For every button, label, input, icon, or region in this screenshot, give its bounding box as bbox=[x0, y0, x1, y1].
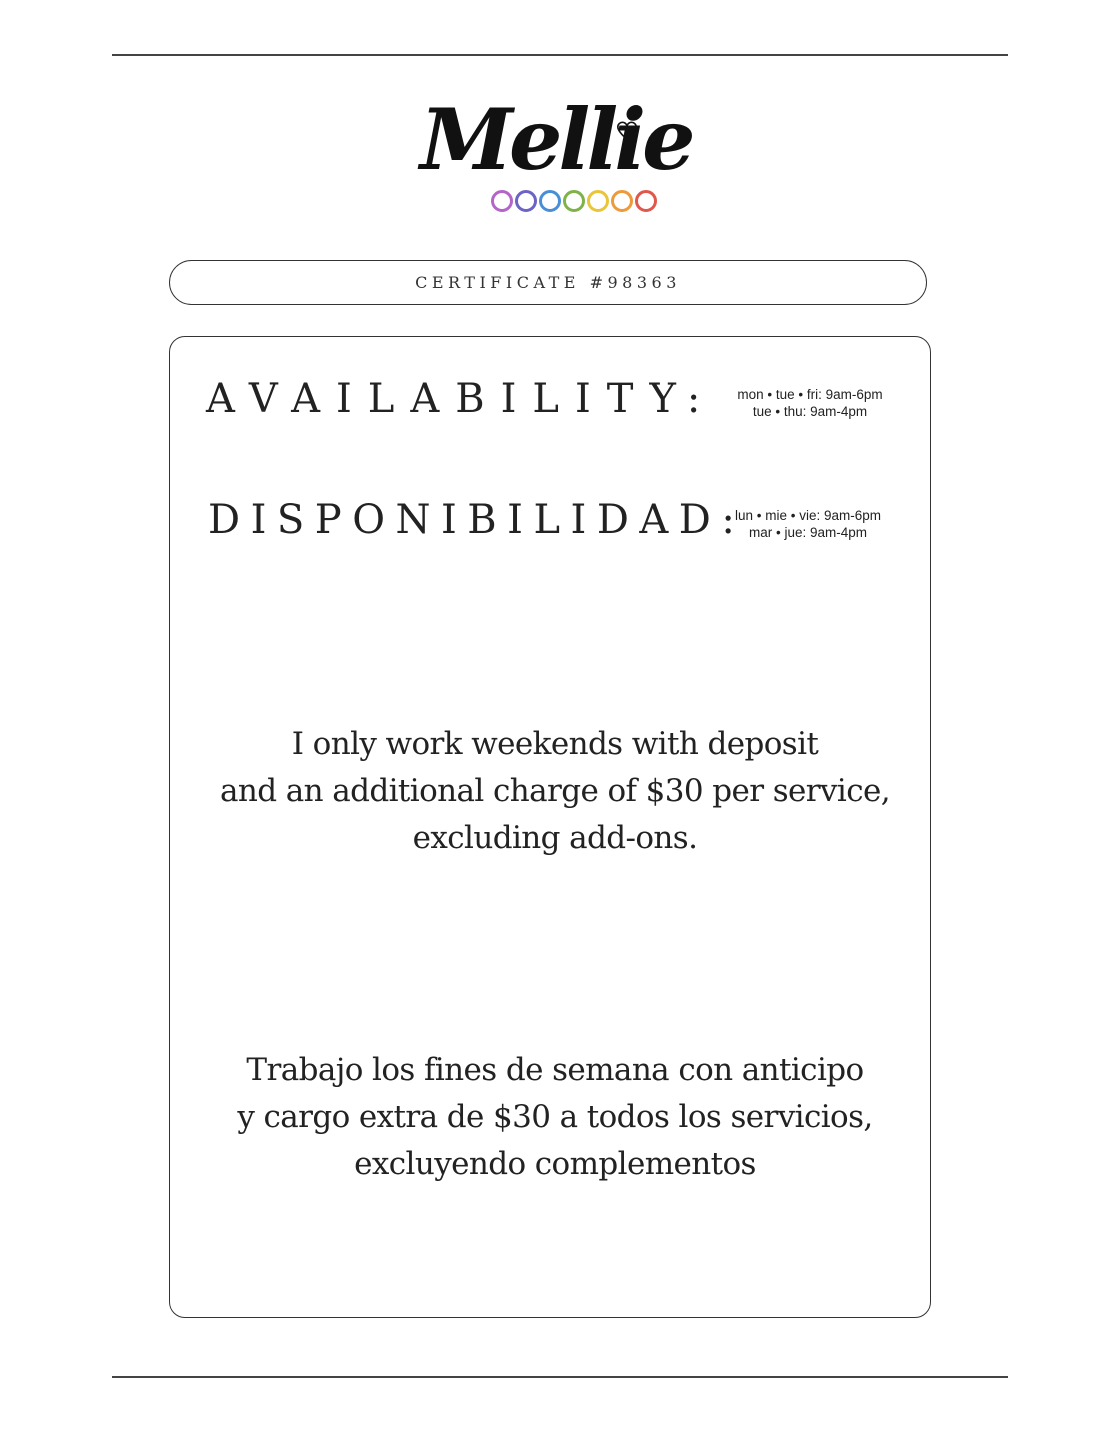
chakra-symbols bbox=[484, 190, 664, 216]
top-divider bbox=[112, 54, 1008, 56]
disponibilidad-hours bbox=[718, 507, 898, 541]
certificate-bar bbox=[169, 260, 927, 305]
note-line: y cargo extra de $30 a todos los servicios, bbox=[237, 1099, 873, 1135]
availability-hours-line: tue • thu: 9am-4pm bbox=[752, 404, 868, 419]
note-line: excluyendo complementos bbox=[354, 1146, 756, 1182]
throat-chakra-icon bbox=[539, 190, 561, 212]
disponibilidad-hours-line: mar • jue: 9am-4pm bbox=[748, 525, 867, 540]
availability-heading: AVAILABILITY: bbox=[206, 376, 717, 422]
note-line: I only work weekends with deposit bbox=[291, 726, 819, 762]
heart-chakra-icon bbox=[563, 190, 585, 212]
mellie-logo bbox=[420, 90, 690, 220]
heart-icon bbox=[616, 120, 638, 142]
solar-plexus-chakra-icon bbox=[587, 190, 609, 212]
availability-hours bbox=[720, 386, 900, 420]
disponibilidad-heading: DISPONIBILIDAD: bbox=[208, 497, 746, 543]
weekend-note-spanish bbox=[190, 1047, 920, 1188]
note-line: excluding add-ons. bbox=[412, 820, 698, 856]
bottom-divider bbox=[112, 1376, 1008, 1378]
disponibilidad-hours-line: lun • mie • vie: 9am-6pm bbox=[734, 508, 881, 523]
weekend-note-english bbox=[190, 721, 920, 862]
crown-chakra-icon bbox=[491, 190, 513, 212]
certificate-number: CERTIFICATE #98363 bbox=[415, 273, 681, 292]
third-eye-chakra-icon bbox=[515, 190, 537, 212]
brand-name: Mellie bbox=[420, 90, 692, 189]
note-line: Trabajo los fines de semana con anticipo bbox=[246, 1052, 864, 1088]
availability-hours-line: mon • tue • fri: 9am-6pm bbox=[737, 387, 883, 402]
root-chakra-icon bbox=[635, 190, 657, 212]
sacral-chakra-icon bbox=[611, 190, 633, 212]
note-line: and an additional charge of $30 per service, bbox=[220, 773, 890, 809]
